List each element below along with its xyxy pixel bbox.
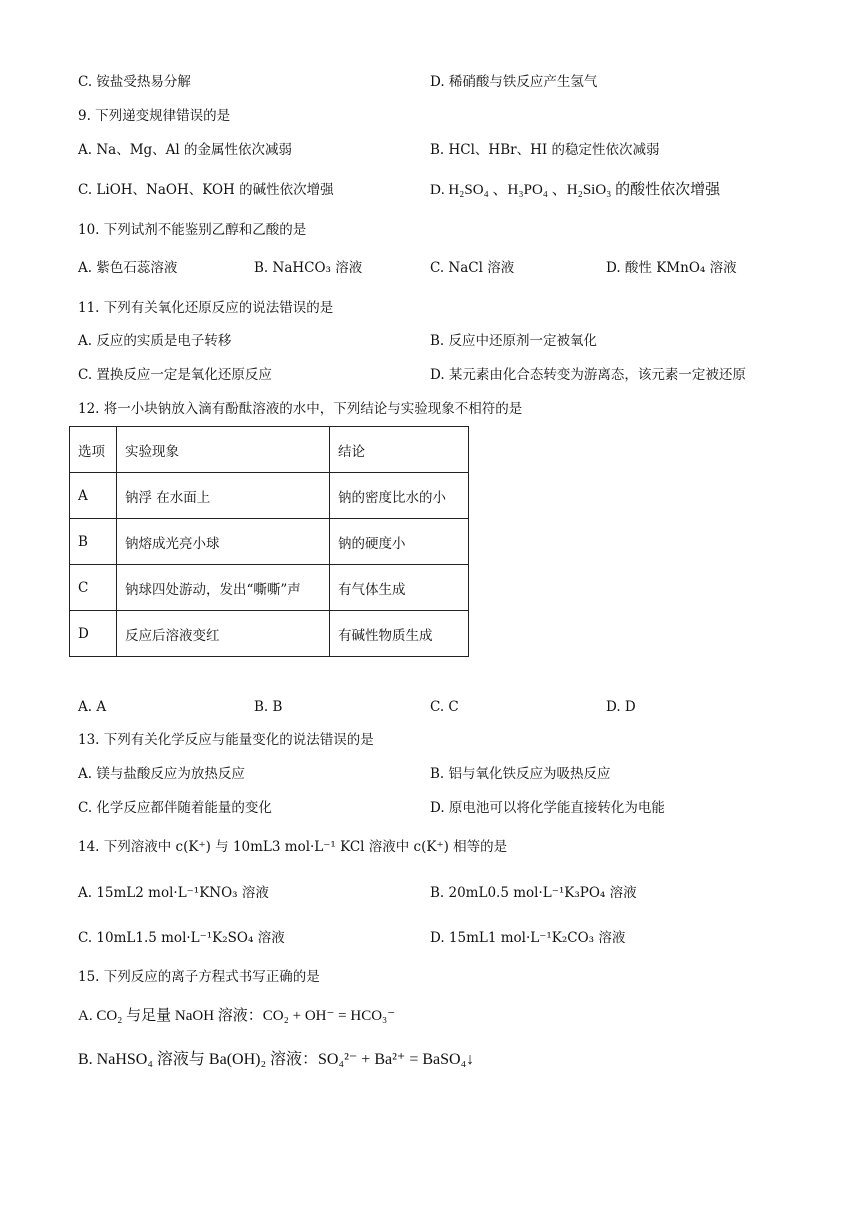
q14-option-d: D. 15mL1 mol·L⁻¹K₂CO₃ 溶液 [430,930,626,946]
table-cell: 反应后溶液变红 [117,611,330,657]
table-cell: C [70,565,117,611]
table-row [70,473,469,519]
q8-option-c: C. 铵盐受热易分解 [78,74,191,90]
q15-stem: 15. 下列反应的离子方程式书写正确的是 [78,969,320,985]
table-row [70,565,469,611]
q10-option-d: D. 酸性 KMnO₄ 溶液 [606,260,737,276]
q15-option-a: A. CO₂ 与足量 NaOH 溶液：CO₂ + OH⁻ = HCO₃⁻ [78,1008,396,1024]
q12-option-b: B. B [254,699,283,715]
table-header-row [70,427,469,473]
table-header-cell: 结论 [330,427,469,473]
q9-option-c: C. LiOH、NaOH、KOH 的碱性依次增强 [78,182,334,198]
table-cell: 有气体生成 [330,565,469,611]
table-cell: 钠球四处游动，发出“嘶嘶”声 [117,565,330,611]
q13-option-d: D. 原电池可以将化学能直接转化为电能 [430,800,665,816]
q13-option-b: B. 铝与氧化铁反应为吸热反应 [430,766,611,782]
table-cell: 钠熔成光亮小球 [117,519,330,565]
q14-option-c: C. 10mL1.5 mol·L⁻¹K₂SO₄ 溶液 [78,930,285,946]
table-cell: B [70,519,117,565]
q12-option-d: D. D [606,699,636,715]
q12-stem: 12. 将一小块钠放入滴有酚酞溶液的水中，下列结论与实验现象不相符的是 [78,401,523,417]
q9-option-b: B. HCl、HBr、HI 的稳定性依次减弱 [430,142,660,158]
q11-option-c: C. 置换反应一定是氧化还原反应 [78,367,272,383]
table-row [70,519,469,565]
q9-option-d: D. H₂SO₄ 、H₃PO₄ 、H₂SiO₃ 的酸性依次增强 [430,182,721,198]
q11-option-a: A. 反应的实质是电子转移 [78,333,232,349]
q14-option-a: A. 15mL2 mol·L⁻¹KNO₃ 溶液 [78,885,269,901]
q8-option-d: D. 稀硝酸与铁反应产生氢气 [430,74,598,90]
q14-stem: 14. 下列溶液中 c(K⁺) 与 10mL3 mol·L⁻¹ KCl 溶液中 c(K⁺) 相等的是 [78,839,508,855]
table-row [70,611,469,657]
table-header-cell: 选项 [70,427,117,473]
q9-option-a: A. Na、Mg、Al 的金属性依次减弱 [78,142,293,158]
q11-option-d: D. 某元素由化合态转变为游离态，该元素一定被还原 [430,367,746,383]
table-cell: 钠的密度比水的小 [330,473,469,519]
q12-table [69,426,469,657]
q9-stem: 9. 下列递变规律错误的是 [78,108,231,124]
table-cell: 钠浮 在水面上 [117,473,330,519]
q10-stem: 10. 下列试剂不能鉴别乙醇和乙酸的是 [78,222,307,238]
q11-option-b: B. 反应中还原剂一定被氧化 [430,333,598,349]
table-cell: A [70,473,117,519]
q10-option-b: B. NaHCO₃ 溶液 [254,260,363,276]
q10-option-a: A. 紫色石蕊溶液 [78,260,178,276]
q13-stem: 13. 下列有关化学反应与能量变化的说法错误的是 [78,732,374,748]
q13-option-c: C. 化学反应都伴随着能量的变化 [78,800,272,816]
table-cell: 钠的硬度小 [330,519,469,565]
q12-option-a: A. A [78,699,107,715]
q12-option-c: C. C [430,699,459,715]
table-header-cell: 实验现象 [117,427,330,473]
q15-option-b: B. NaHSO₄ 溶液与 Ba(OH)₂ 溶液：SO₄²⁻ + Ba²⁺ = BaSO₄↓ [78,1051,475,1068]
q11-stem: 11. 下列有关氧化还原反应的说法错误的是 [78,300,334,316]
q14-option-b: B. 20mL0.5 mol·L⁻¹K₃PO₄ 溶液 [430,885,637,901]
q13-option-a: A. 镁与盐酸反应为放热反应 [78,766,245,782]
table-cell: D [70,611,117,657]
table-cell: 有碱性物质生成 [330,611,469,657]
q10-option-c: C. NaCl 溶液 [430,260,515,276]
